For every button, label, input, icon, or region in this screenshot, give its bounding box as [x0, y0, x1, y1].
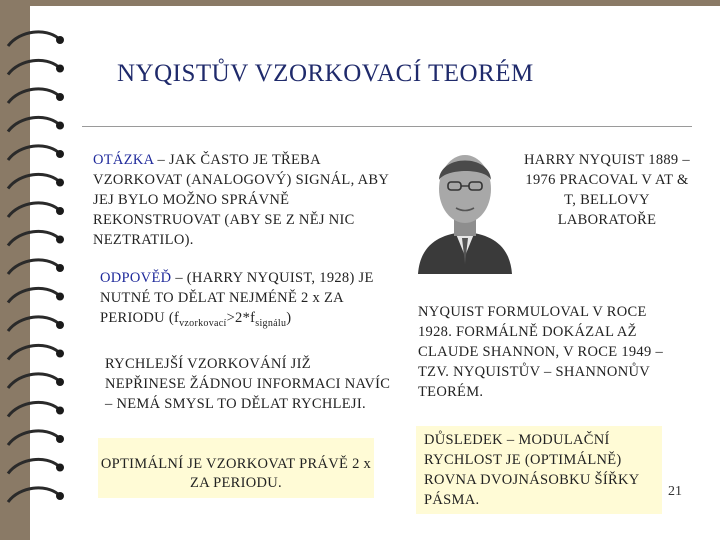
spiral-hole	[56, 207, 64, 215]
spiral-ring	[8, 203, 58, 217]
spiral-ring	[8, 260, 58, 274]
answer-text: – (HARRY NYQUIST, 1928) JE NUTNÉ TO DĚLAT NEJMÉNĚ 2 x ZA PERIODU (f	[100, 270, 374, 326]
spiral-hole	[56, 65, 64, 73]
spiral-ring	[8, 60, 58, 74]
spiral-hole	[56, 122, 64, 130]
spiral-hole	[56, 350, 64, 358]
nyquist-portrait	[410, 134, 520, 274]
spiral-ring	[8, 317, 58, 331]
spiral-hole	[56, 236, 64, 244]
spiral-hole	[56, 321, 64, 329]
spiral-binding	[0, 0, 80, 540]
spiral-hole	[56, 407, 64, 415]
spiral-ring	[8, 431, 58, 445]
answer-sub-sampling: vzorkovací	[179, 317, 227, 329]
spiral-hole	[56, 378, 64, 386]
spiral-ring	[8, 459, 58, 473]
spiral-ring	[8, 146, 58, 160]
spiral-ring	[8, 374, 58, 388]
spiral-ring	[8, 89, 58, 103]
spiral-hole	[56, 435, 64, 443]
spiral-ring	[8, 174, 58, 188]
spiral-hole	[56, 36, 64, 44]
spiral-ring	[8, 117, 58, 131]
question-lead: OTÁZKA	[93, 152, 154, 168]
spiral-ring	[8, 231, 58, 245]
title-divider	[82, 126, 692, 127]
question-text: – JAK ČASTO JE TŘEBA VZORKOVAT (ANALOGOVÝ) SIGNÁL, ABY JEJ BYLO MOŽNO SPRÁVNĚ REKONSTRUOVAT (ABY SE Z NĚJ NIC NEZTRATILO).	[93, 152, 389, 248]
formulation-paragraph: NYQUIST FORMULOVAL V ROCE 1928. FORMÁLNĚ DOKÁZAL AŽ CLAUDE SHANNON, V ROCE 1949 – TZV. NYQUISTŮV – SHANNONŮV TEORÉM.	[418, 304, 664, 400]
faster-sampling-paragraph: RYCHLEJŠÍ VZORKOVÁNÍ JIŽ NEPŘINESE ŽÁDNOU INFORMACI NAVÍC – NEMÁ SMYSL TO DĚLAT RYCHLEJI.	[105, 356, 391, 412]
spiral-hole	[56, 293, 64, 301]
answer-sub-signal: signálu	[255, 317, 287, 329]
spiral-ring	[8, 345, 58, 359]
spiral-hole	[56, 179, 64, 187]
spiral-ring	[8, 488, 58, 502]
spiral-hole	[56, 492, 64, 500]
spiral-hole	[56, 264, 64, 272]
consequence-text: DŮSLEDEK – MODULAČNÍ RYCHLOST JE (OPTIMÁLNĚ) ROVNA DVOJNÁSOBKU ŠÍŘKY PÁSMA.	[424, 432, 640, 508]
nyquist-bio: HARRY NYQUIST 1889 – 1976 PRACOVAL V AT & T, BELLOVY LABORATOŘE	[524, 152, 690, 228]
spiral-ring	[8, 288, 58, 302]
answer-mid: >2*f	[226, 310, 256, 326]
page-number: 21	[668, 484, 682, 499]
answer-end: )	[286, 310, 292, 326]
optimal-text: OPTIMÁLNÍ JE VZORKOVAT PRÁVĚ 2 x ZA PERIODU.	[100, 456, 372, 491]
answer-lead: ODPOVĚĎ	[100, 270, 172, 286]
spiral-hole	[56, 464, 64, 472]
spiral-hole	[56, 150, 64, 158]
question-paragraph	[93, 150, 393, 250]
spiral-ring	[8, 402, 58, 416]
spiral-ring	[8, 32, 58, 46]
answer-paragraph	[100, 268, 400, 334]
spiral-hole	[56, 93, 64, 101]
slide-title: NYQISTŮV VZORKOVACÍ TEORÉM	[117, 60, 534, 87]
